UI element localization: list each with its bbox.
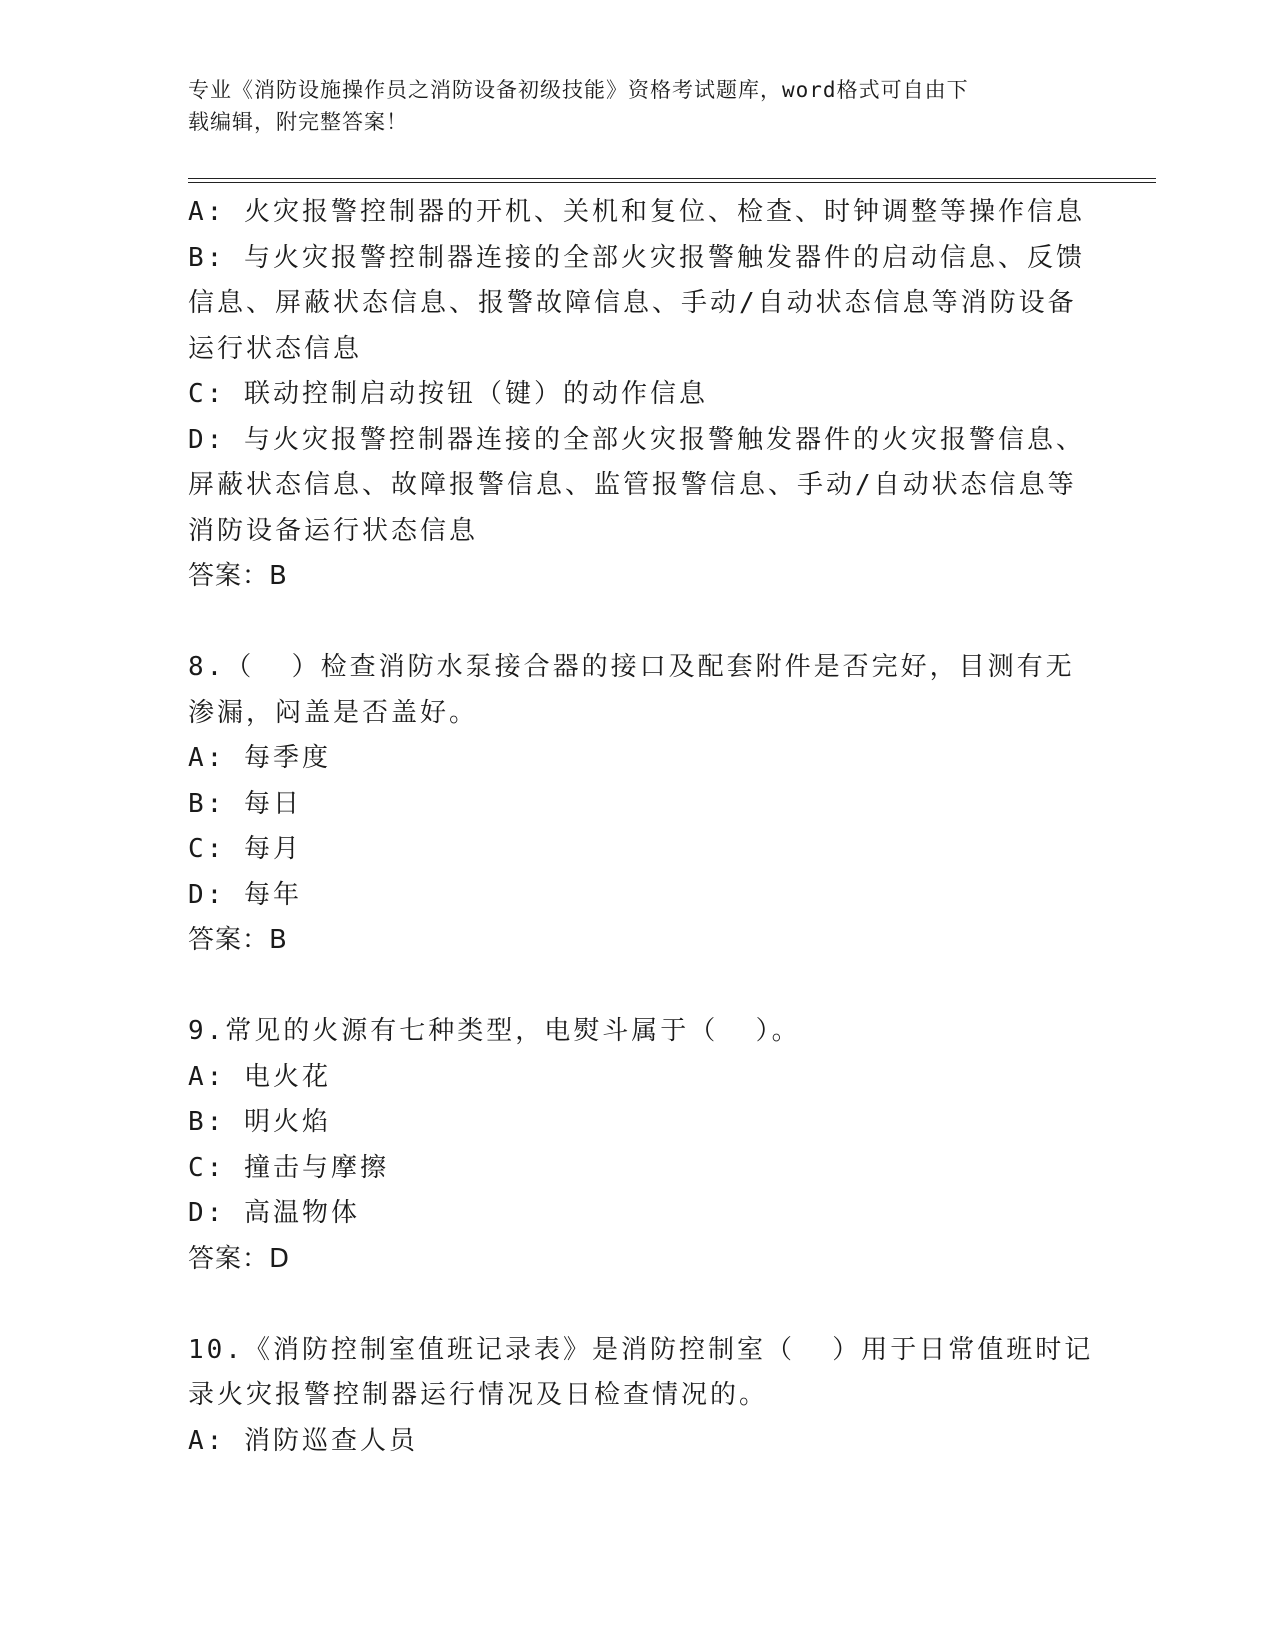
question-9 xyxy=(188,1009,1068,1282)
q8-option-c: C: 每月 xyxy=(188,834,302,864)
question-8 xyxy=(188,645,1075,964)
q9-answer: 答案：D xyxy=(188,1243,291,1274)
q10-stem-line-2: 录火灾报警控制器运行情况及日检查情况的。 xyxy=(188,1380,769,1410)
question-list xyxy=(188,190,1094,1464)
header-line-1: 专业《消防设施操作员之消防设备初级技能》资格考试题库，word格式可自由下 xyxy=(188,78,969,102)
question-10 xyxy=(188,1328,1094,1465)
q8-option-d: D: 每年 xyxy=(188,879,302,910)
spacer xyxy=(188,600,1068,646)
question-7-continued xyxy=(188,190,1085,600)
q7-option-d-line-2: 屏蔽状态信息、故障报警信息、监管报警信息、手动/自动状态信息等 xyxy=(188,470,1077,500)
document-header xyxy=(188,74,1068,138)
spacer xyxy=(188,1282,1068,1328)
q8-answer: 答案：B xyxy=(188,925,288,955)
q7-option-b-line-3: 运行状态信息 xyxy=(188,333,363,364)
q9-option-c: C: 撞击与摩擦 xyxy=(188,1152,389,1183)
q7-option-b-line-2: 信息、屏蔽状态信息、报警故障信息、手动/自动状态信息等消防设备 xyxy=(188,288,1077,318)
q7-option-a: A: 火灾报警控制器的开机、关机和复位、检查、时钟调整等操作信息 xyxy=(188,197,1085,227)
q10-option-a: A: 消防巡查人员 xyxy=(188,1425,418,1456)
q8-option-a: A: 每季度 xyxy=(188,743,331,773)
q8-option-b: B: 每日 xyxy=(188,788,302,819)
q9-option-b: B: 明火焰 xyxy=(188,1107,331,1137)
q8-stem-line-2: 渗漏，闷盖是否盖好。 xyxy=(188,697,479,728)
header-line-2: 载编辑，附完整答案！ xyxy=(188,110,408,134)
q9-option-d: D: 高温物体 xyxy=(188,1198,360,1228)
q7-option-d-line-3: 消防设备运行状态信息 xyxy=(188,515,479,546)
spacer xyxy=(188,964,1068,1010)
q7-option-d-line-1: D: 与火灾报警控制器连接的全部火灾报警触发器件的火灾报警信息、 xyxy=(188,424,1085,455)
q7-option-b-line-1: B: 与火灾报警控制器连接的全部火灾报警触发器件的启动信息、反馈 xyxy=(188,242,1085,273)
q9-option-a: A: 电火花 xyxy=(188,1061,331,1092)
q7-answer: 答案：B xyxy=(188,561,288,591)
q8-stem-line-1: 8.（ ）检查消防水泵接合器的接口及配套附件是否完好，目测有无 xyxy=(188,652,1075,682)
q9-stem: 9.常见的火源有七种类型，电熨斗属于（ ）。 xyxy=(188,1016,801,1046)
q7-option-c: C: 联动控制启动按钮（键）的动作信息 xyxy=(188,379,708,409)
header-divider xyxy=(188,178,1156,183)
q10-stem-line-1: 10.《消防控制室值班记录表》是消防控制室（ ）用于日常值班时记 xyxy=(188,1334,1094,1365)
